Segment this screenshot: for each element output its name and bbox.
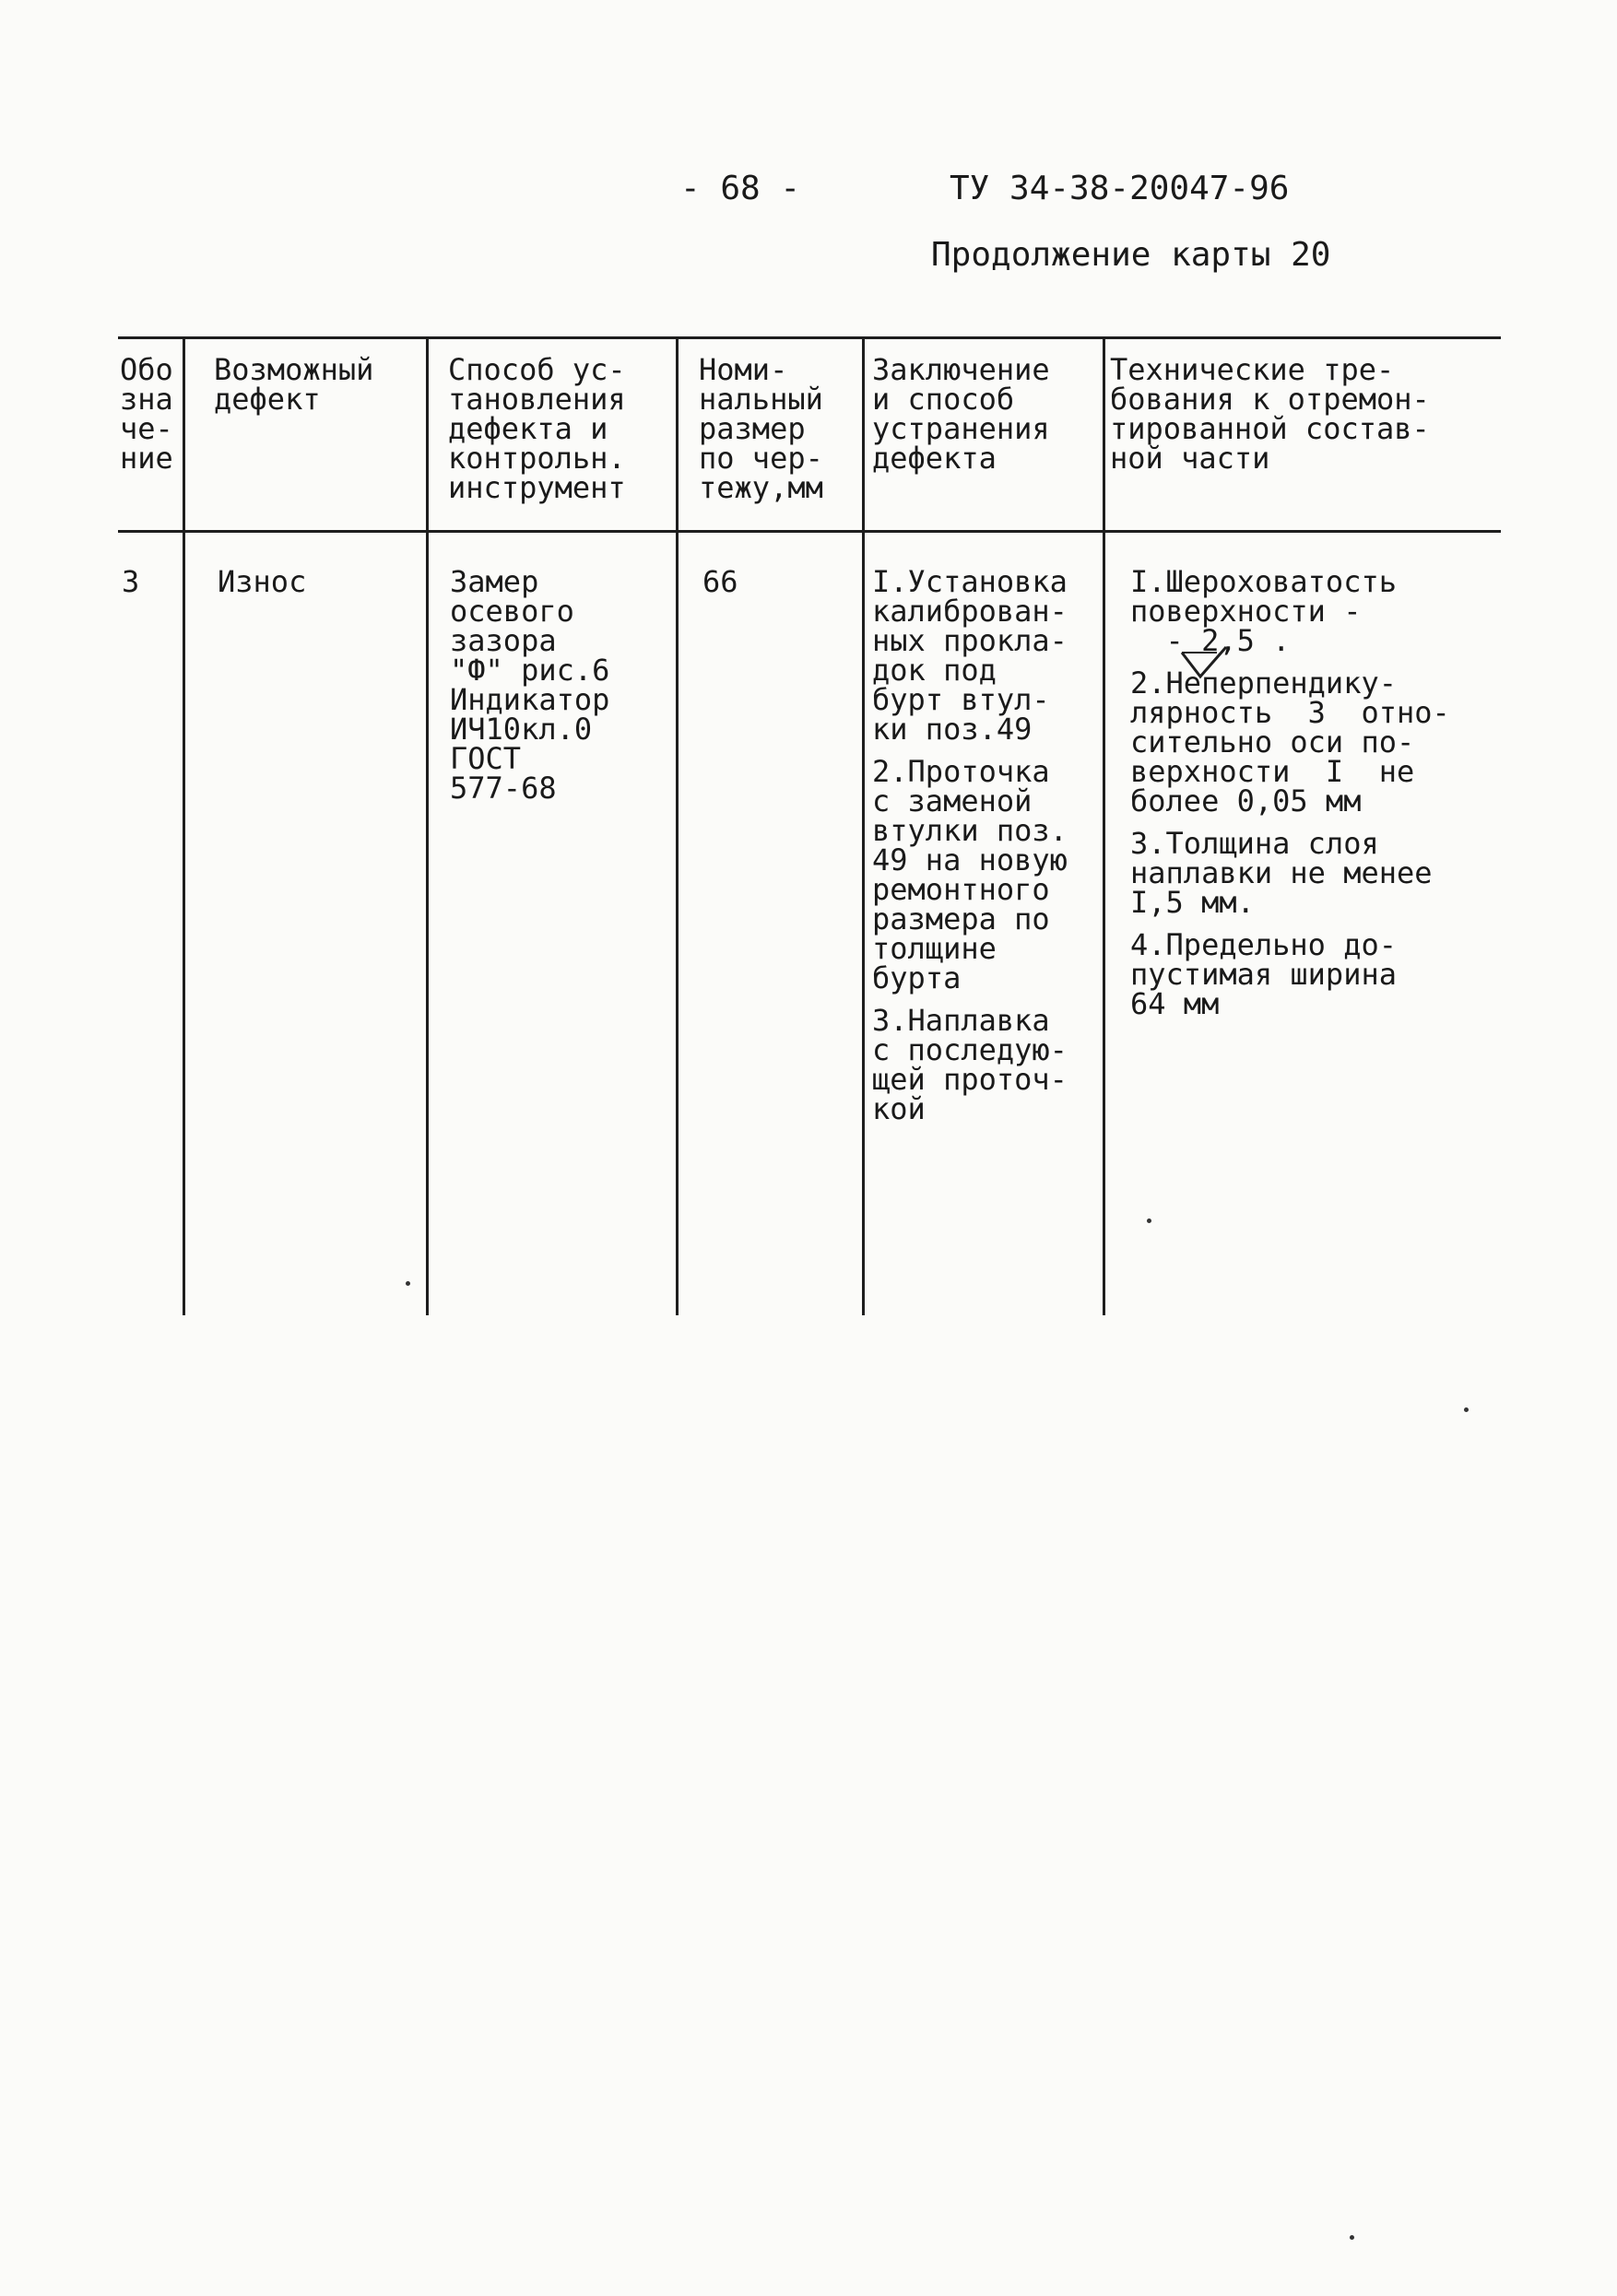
continuation-caption: Продолжение карты 20 <box>931 236 1331 274</box>
row-defect: Износ <box>218 564 307 599</box>
scan-speck <box>1350 2235 1354 2240</box>
column-divider <box>183 338 185 1315</box>
column-divider <box>862 338 865 1315</box>
scan-speck <box>1464 1407 1469 1412</box>
roughness-symbol-icon <box>1180 645 1245 682</box>
document-code: ТУ 34-38-20047-96 <box>950 170 1290 207</box>
page-number: - 68 - <box>680 170 801 207</box>
scan-speck <box>1147 1219 1151 1223</box>
header-designation: Обо зна че- ние <box>120 352 173 476</box>
table-top-rule <box>118 336 1501 339</box>
header-method: Способ ус- тановления дефекта и контрольн. инструмент <box>448 352 626 505</box>
row-conclusion: I.Установка калиброван- ных прокла- док под бурт втул- ки поз.49 2.Проточка с заменой втулки поз. 49 на новую ремонтного размера по толщине бурта 3.Наплавка с последую- щей проточ- кой <box>872 564 1068 1126</box>
row-nominal-size: 66 <box>702 564 738 599</box>
header-requirements: Технические тре- бования к отремон- тированной состав- ной части <box>1110 352 1430 476</box>
column-divider <box>426 338 429 1315</box>
header-nominal-size: Номи- нальный размер по чер- тежу,мм <box>699 352 823 505</box>
row-designation: 3 <box>122 564 140 599</box>
row-requirements: I.Шероховатость поверхности - - 2,5 . 2.Неперпендику- лярность 3 отно- сительно оси по- верхности I не более 0,05 мм 3.Толщина слоя наплавки не менее I,5 мм. 4.Предельно до- пустимая ширина 64 мм <box>1130 564 1450 1021</box>
header-defect: Возможный дефект <box>214 352 374 417</box>
header-conclusion: Заключение и способ устранения дефекта <box>872 352 1050 476</box>
column-divider <box>676 338 679 1315</box>
scan-speck <box>406 1281 410 1286</box>
header-bottom-rule <box>118 530 1501 533</box>
row-method: Замер осевого зазора "Ф" рис.6 Индикатор ИЧ10кл.0 ГОСТ 577-68 <box>450 564 610 806</box>
column-divider <box>1103 338 1105 1315</box>
